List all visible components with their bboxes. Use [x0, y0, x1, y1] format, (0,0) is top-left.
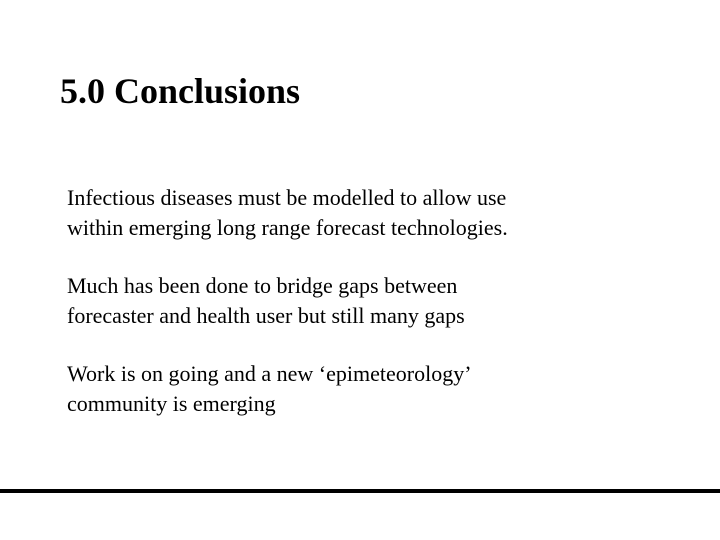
paragraph-line: community is emerging: [67, 391, 276, 416]
bottom-divider: [0, 489, 720, 493]
slide-title: 5.0 Conclusions: [60, 71, 301, 111]
paragraph-line: within emerging long range forecast technologies.: [67, 215, 508, 240]
paragraph-line: Infectious diseases must be modelled to allow use: [67, 185, 507, 210]
paragraph-line: Much has been done to bridge gaps between: [67, 273, 458, 298]
paragraph-disease-modelling: [67, 183, 687, 243]
slide-body: [67, 183, 687, 447]
paragraph-epimeteorology: [67, 359, 687, 419]
paragraph-line: Work is on going and a new ‘epimeteorology’: [67, 361, 472, 386]
paragraph-line: forecaster and health user but still many gaps: [67, 303, 465, 328]
paragraph-bridging-gaps: [67, 271, 687, 331]
